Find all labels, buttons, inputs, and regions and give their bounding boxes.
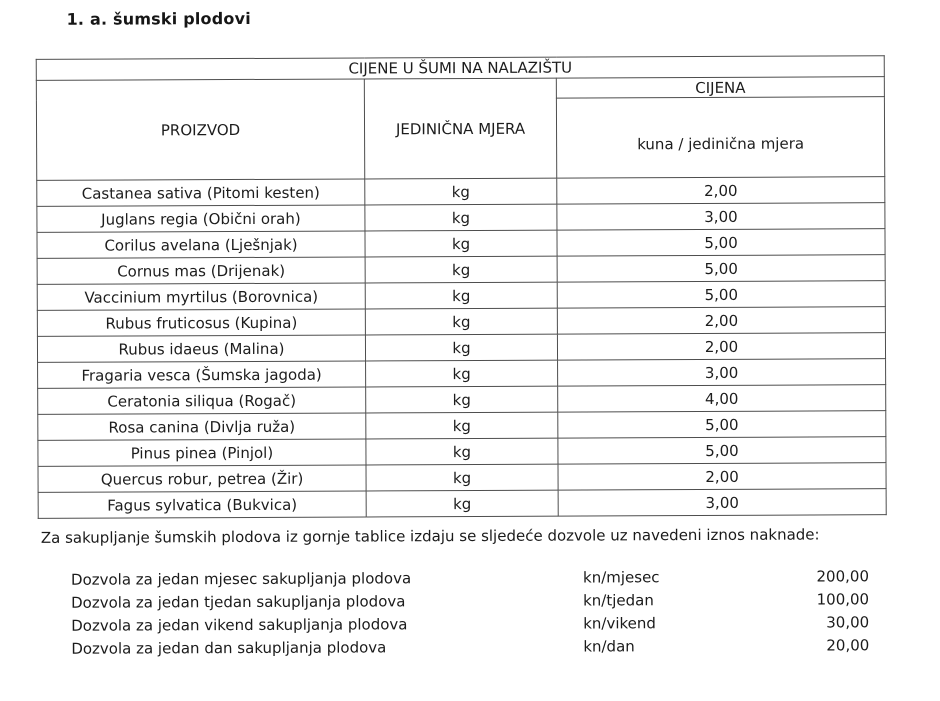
permit-amount: 200,00 — [816, 567, 870, 586]
permit-unit: kn/vikend — [583, 614, 656, 633]
unit-cell: kg — [366, 464, 558, 491]
price-cell: 2,00 — [557, 177, 885, 204]
permit-label: Dozvola za jedan vikend sakupljanja plodova — [71, 615, 408, 635]
table-row — [38, 489, 886, 519]
product-cell: Pinus pinea (Pinjol) — [38, 439, 366, 466]
product-cell: Ceratonia siliqua (Rogač) — [38, 387, 366, 414]
table-row — [37, 281, 885, 311]
unit-cell: kg — [365, 230, 557, 257]
price-cell: 2,00 — [557, 307, 885, 334]
permit-amount: 100,00 — [816, 590, 870, 609]
table-row — [37, 333, 885, 363]
product-cell: Cornus mas (Drijenak) — [37, 257, 365, 284]
table-row — [38, 437, 886, 467]
unit-cell: kg — [366, 490, 558, 517]
unit-cell: kg — [366, 386, 558, 413]
price-cell: 5,00 — [557, 229, 885, 256]
product-cell: Juglans regia (Obični orah) — [37, 205, 365, 232]
price-cell: 5,00 — [558, 437, 886, 464]
table-row — [37, 307, 885, 337]
permits-intro-text: Za sakupljanje šumskih plodova iz gornje tablice izdaju se sljedeće dozvole uz navedeni iznos naknade: — [40, 525, 820, 547]
product-cell: Rosa canina (Divlja ruža) — [38, 413, 366, 440]
price-cell: 5,00 — [557, 281, 885, 308]
product-cell: Fragaria vesca (Šumska jagoda) — [38, 361, 366, 388]
permit-label: Dozvola za jedan mjesec sakupljanja plodova — [70, 569, 412, 589]
price-cell: 5,00 — [558, 411, 886, 438]
permit-label: Dozvola za jedan dan sakupljanja plodova — [71, 638, 387, 658]
unit-cell: kg — [366, 360, 558, 387]
permit-amount: 20,00 — [826, 636, 870, 655]
price-cell: 2,00 — [557, 333, 885, 360]
page-title: 1. a. šumski plodovi — [66, 8, 251, 29]
table-row — [37, 177, 885, 207]
unit-cell: kg — [366, 438, 558, 465]
permit-row — [71, 636, 869, 662]
price-table — [36, 55, 887, 519]
permit-unit: kn/dan — [583, 637, 635, 656]
table-row — [38, 411, 886, 441]
table-row — [37, 203, 885, 233]
unit-cell: kg — [365, 308, 557, 335]
price-cell: 5,00 — [557, 255, 885, 282]
price-cell: 3,00 — [558, 489, 886, 516]
permit-row — [71, 613, 869, 639]
unit-cell: kg — [366, 412, 558, 439]
table-title: CIJENE U ŠUMI NA NALAZIŠTU — [36, 56, 884, 81]
product-cell: Fagus sylvatica (Bukvica) — [38, 491, 366, 518]
permit-row — [71, 567, 869, 593]
permit-unit: kn/tjedan — [583, 591, 654, 610]
unit-cell: kg — [365, 334, 557, 361]
permits-list — [71, 567, 869, 662]
price-cell: 3,00 — [557, 203, 885, 230]
product-cell: Rubus idaeus (Malina) — [37, 335, 365, 362]
table-row — [38, 463, 886, 493]
unit-cell: kg — [365, 178, 557, 205]
column-header-unit: JEDINIČNA MJERA — [364, 78, 556, 179]
table-row — [38, 359, 886, 389]
permit-label: Dozvola za jedan tjedan sakupljanja plodova — [71, 592, 406, 612]
table-row — [38, 385, 886, 415]
column-header-price-sub: kuna / jedinična mjera — [556, 97, 884, 178]
price-cell: 3,00 — [558, 359, 886, 386]
permit-amount: 30,00 — [826, 613, 870, 632]
unit-cell: kg — [365, 256, 557, 283]
table-row — [37, 229, 885, 259]
column-header-product: PROIZVOD — [36, 79, 364, 180]
table-row — [37, 255, 885, 285]
price-cell: 4,00 — [558, 385, 886, 412]
permit-unit: kn/mjesec — [582, 568, 660, 587]
product-cell: Vaccinium myrtilus (Borovnica) — [37, 283, 365, 310]
unit-cell: kg — [365, 204, 557, 231]
permit-row — [71, 590, 869, 616]
price-cell: 2,00 — [558, 463, 886, 490]
product-cell: Castanea sativa (Pitomi kesten) — [37, 179, 365, 206]
column-header-price-group: CIJENA — [556, 77, 884, 98]
product-cell: Corilus avelana (Lješnjak) — [37, 231, 365, 258]
unit-cell: kg — [365, 282, 557, 309]
product-cell: Quercus robur, petrea (Žir) — [38, 465, 366, 492]
product-cell: Rubus fruticosus (Kupina) — [37, 309, 365, 336]
